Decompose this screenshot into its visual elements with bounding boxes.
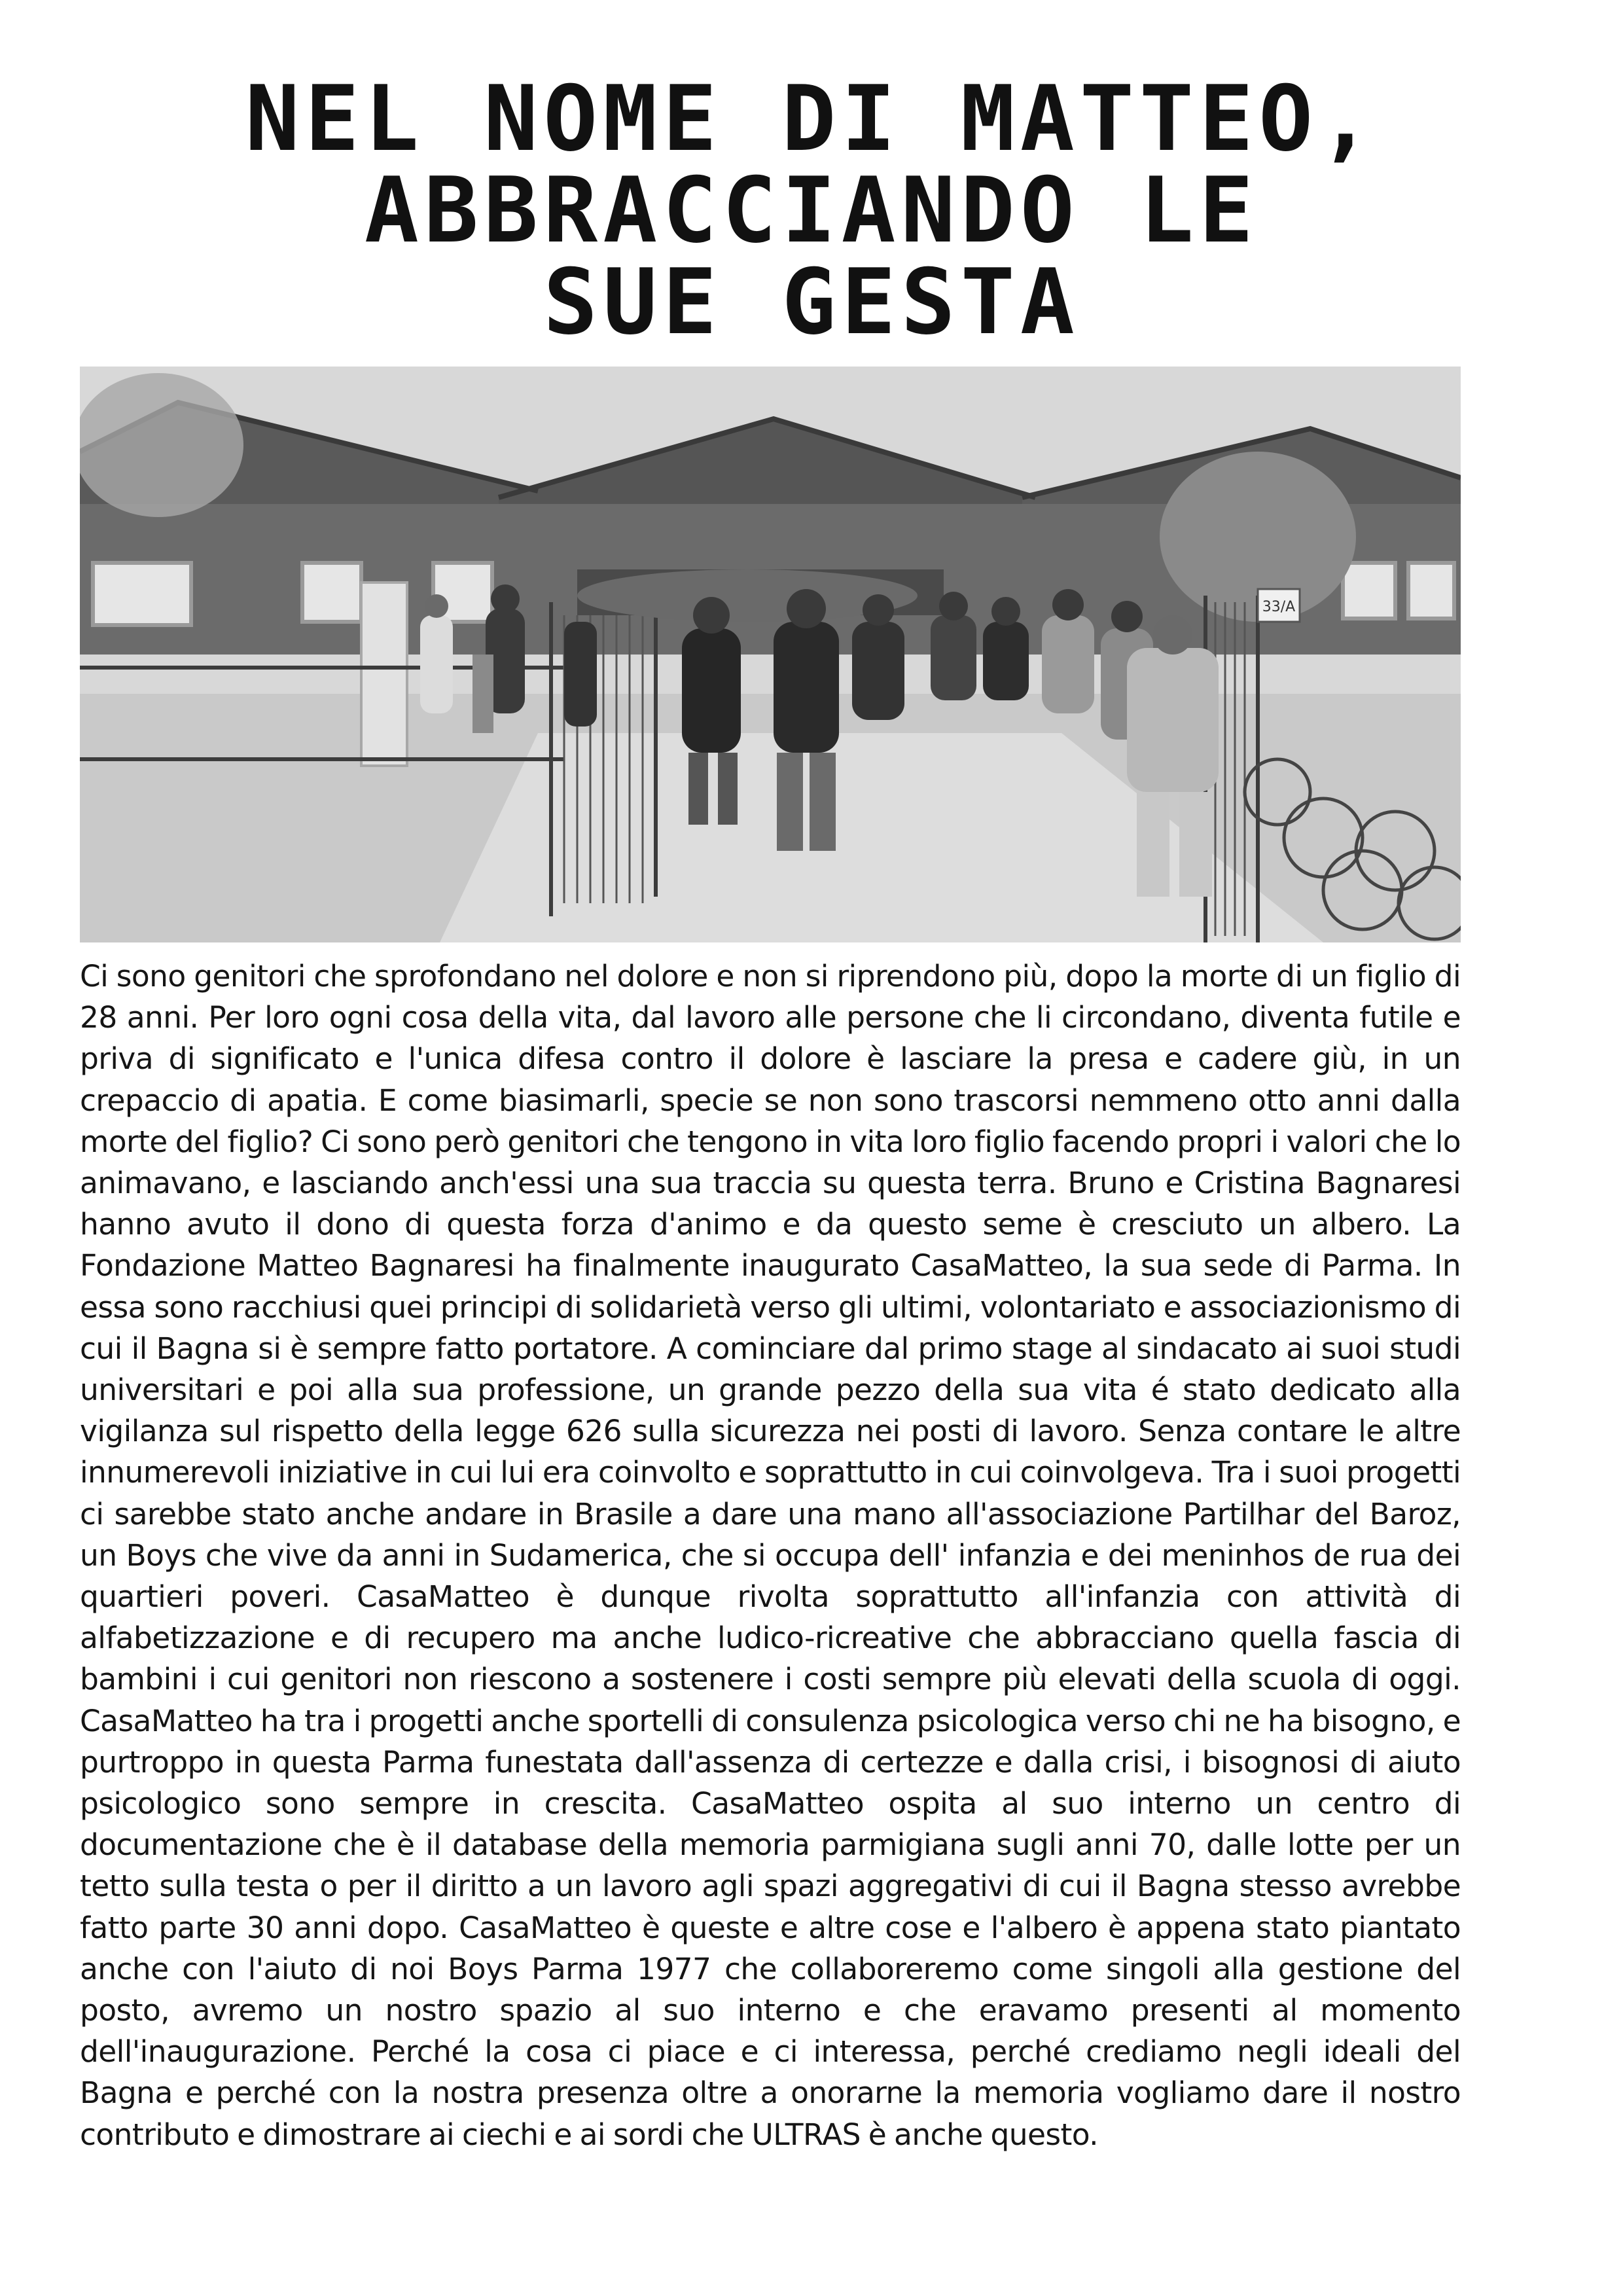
article-body: Ci sono genitori che sprofondano nel dolore e non si riprendono più, dopo la morte di un figlio di 28 anni. Per loro ogni cosa della vita, dal lavoro alle persone che li circondano, diventa futile e priva di significato e l'unica difesa contro il dolore è lasciare la presa e cadere giù, in un crepaccio di apatia. E come biasimarli, specie se non sono trascorsi nemmeno otto anni dalla morte del figlio? Ci sono però genitori che tengono in vita loro figlio facendo propri i valori che lo animavano, e lasciando anch'essi una sua traccia su questa terra. Bruno e Cristina Bagnaresi hanno avuto il dono di questa forza d'animo e da questo seme è cresciuto un albero. La Fondazione Matteo Bagnaresi ha finalmente inaugurato CasaMatteo, la sua sede di Parma. In essa sono racchiusi quei principi di solidarietà verso gli ultimi, volontariato e associazionismo di cui il Bagna si è sempre fatto portatore. A cominciare dal primo stage al sindacato ai suoi studi universitari e poi alla sua professione, un grande pezzo della sua vita é stato dedicato alla vigilanza sul rispetto della legge 626 sulla sicurezza nei posti di lavoro. Senza contare le altre innumerevoli iniziative in cui lui era coinvolto e soprattutto in cui coinvolgeva. Tra i suoi progetti ci sarebbe stato anche andare in Brasile a dare una mano all'associazione Partilhar del Baroz, un Boys che vive da anni in Sudamerica, che si occupa dell' infanzia e dei meninhos de rua dei quartieri poveri. CasaMatteo è dunque rivolta soprattutto all'infanzia con attività di alfabetizzazione e di recupero ma anche ludico-ricreative che abbracciano quella fascia di bambini i cui genitori non riescono a sostenere i costi sempre più elevati della scuola di oggi. CasaMatteo ha tra i progetti anche sportelli di consulenza psicologica verso chi ne ha bisogno, e purtroppo in questa Parma funestata dall'assenza di certezze e dalla crisi, i bisognosi di aiuto psicologico sono sempre in crescita. CasaMatteo ospita al suo interno un centro di documentazione che è il database della memoria parmigiana sugli anni 70, dalle lotte per un tetto sulla testa o per il diritto a un lavoro agli spazi aggregativi di cui il Bagna stesso avrebbe fatto parte 30 anni dopo. CasaMatteo è queste e altre cose e l'albero è appena stato piantato anche con l'aiuto di noi Boys Parma 1977 che collaboreremo come singoli alla gestione del posto, avremo un nostro spazio al suo interno e che eravamo presenti al momento dell'inaugurazione. Perché la cosa ci piace e ci interessa, perché crediamo negli ideali del Bagna e perché con la nostra presenza oltre a onorarne la memoria vogliamo dare il nostro contributo e dimostrare ai ciechi e ai sordi che ULTRAS è anche questo. xyxy=(80,959,1461,2152)
address-sign: 33/A xyxy=(1262,599,1296,615)
article-photo xyxy=(80,367,1461,942)
title-line-3: SUE GESTA xyxy=(543,249,1080,355)
title-line-2: ABBRACCIANDO LE xyxy=(364,158,1259,263)
article-title xyxy=(79,66,1544,355)
photo-building-crowd xyxy=(80,367,1461,942)
title-line-1: NEL NOME DI MATTEO, xyxy=(245,66,1378,171)
